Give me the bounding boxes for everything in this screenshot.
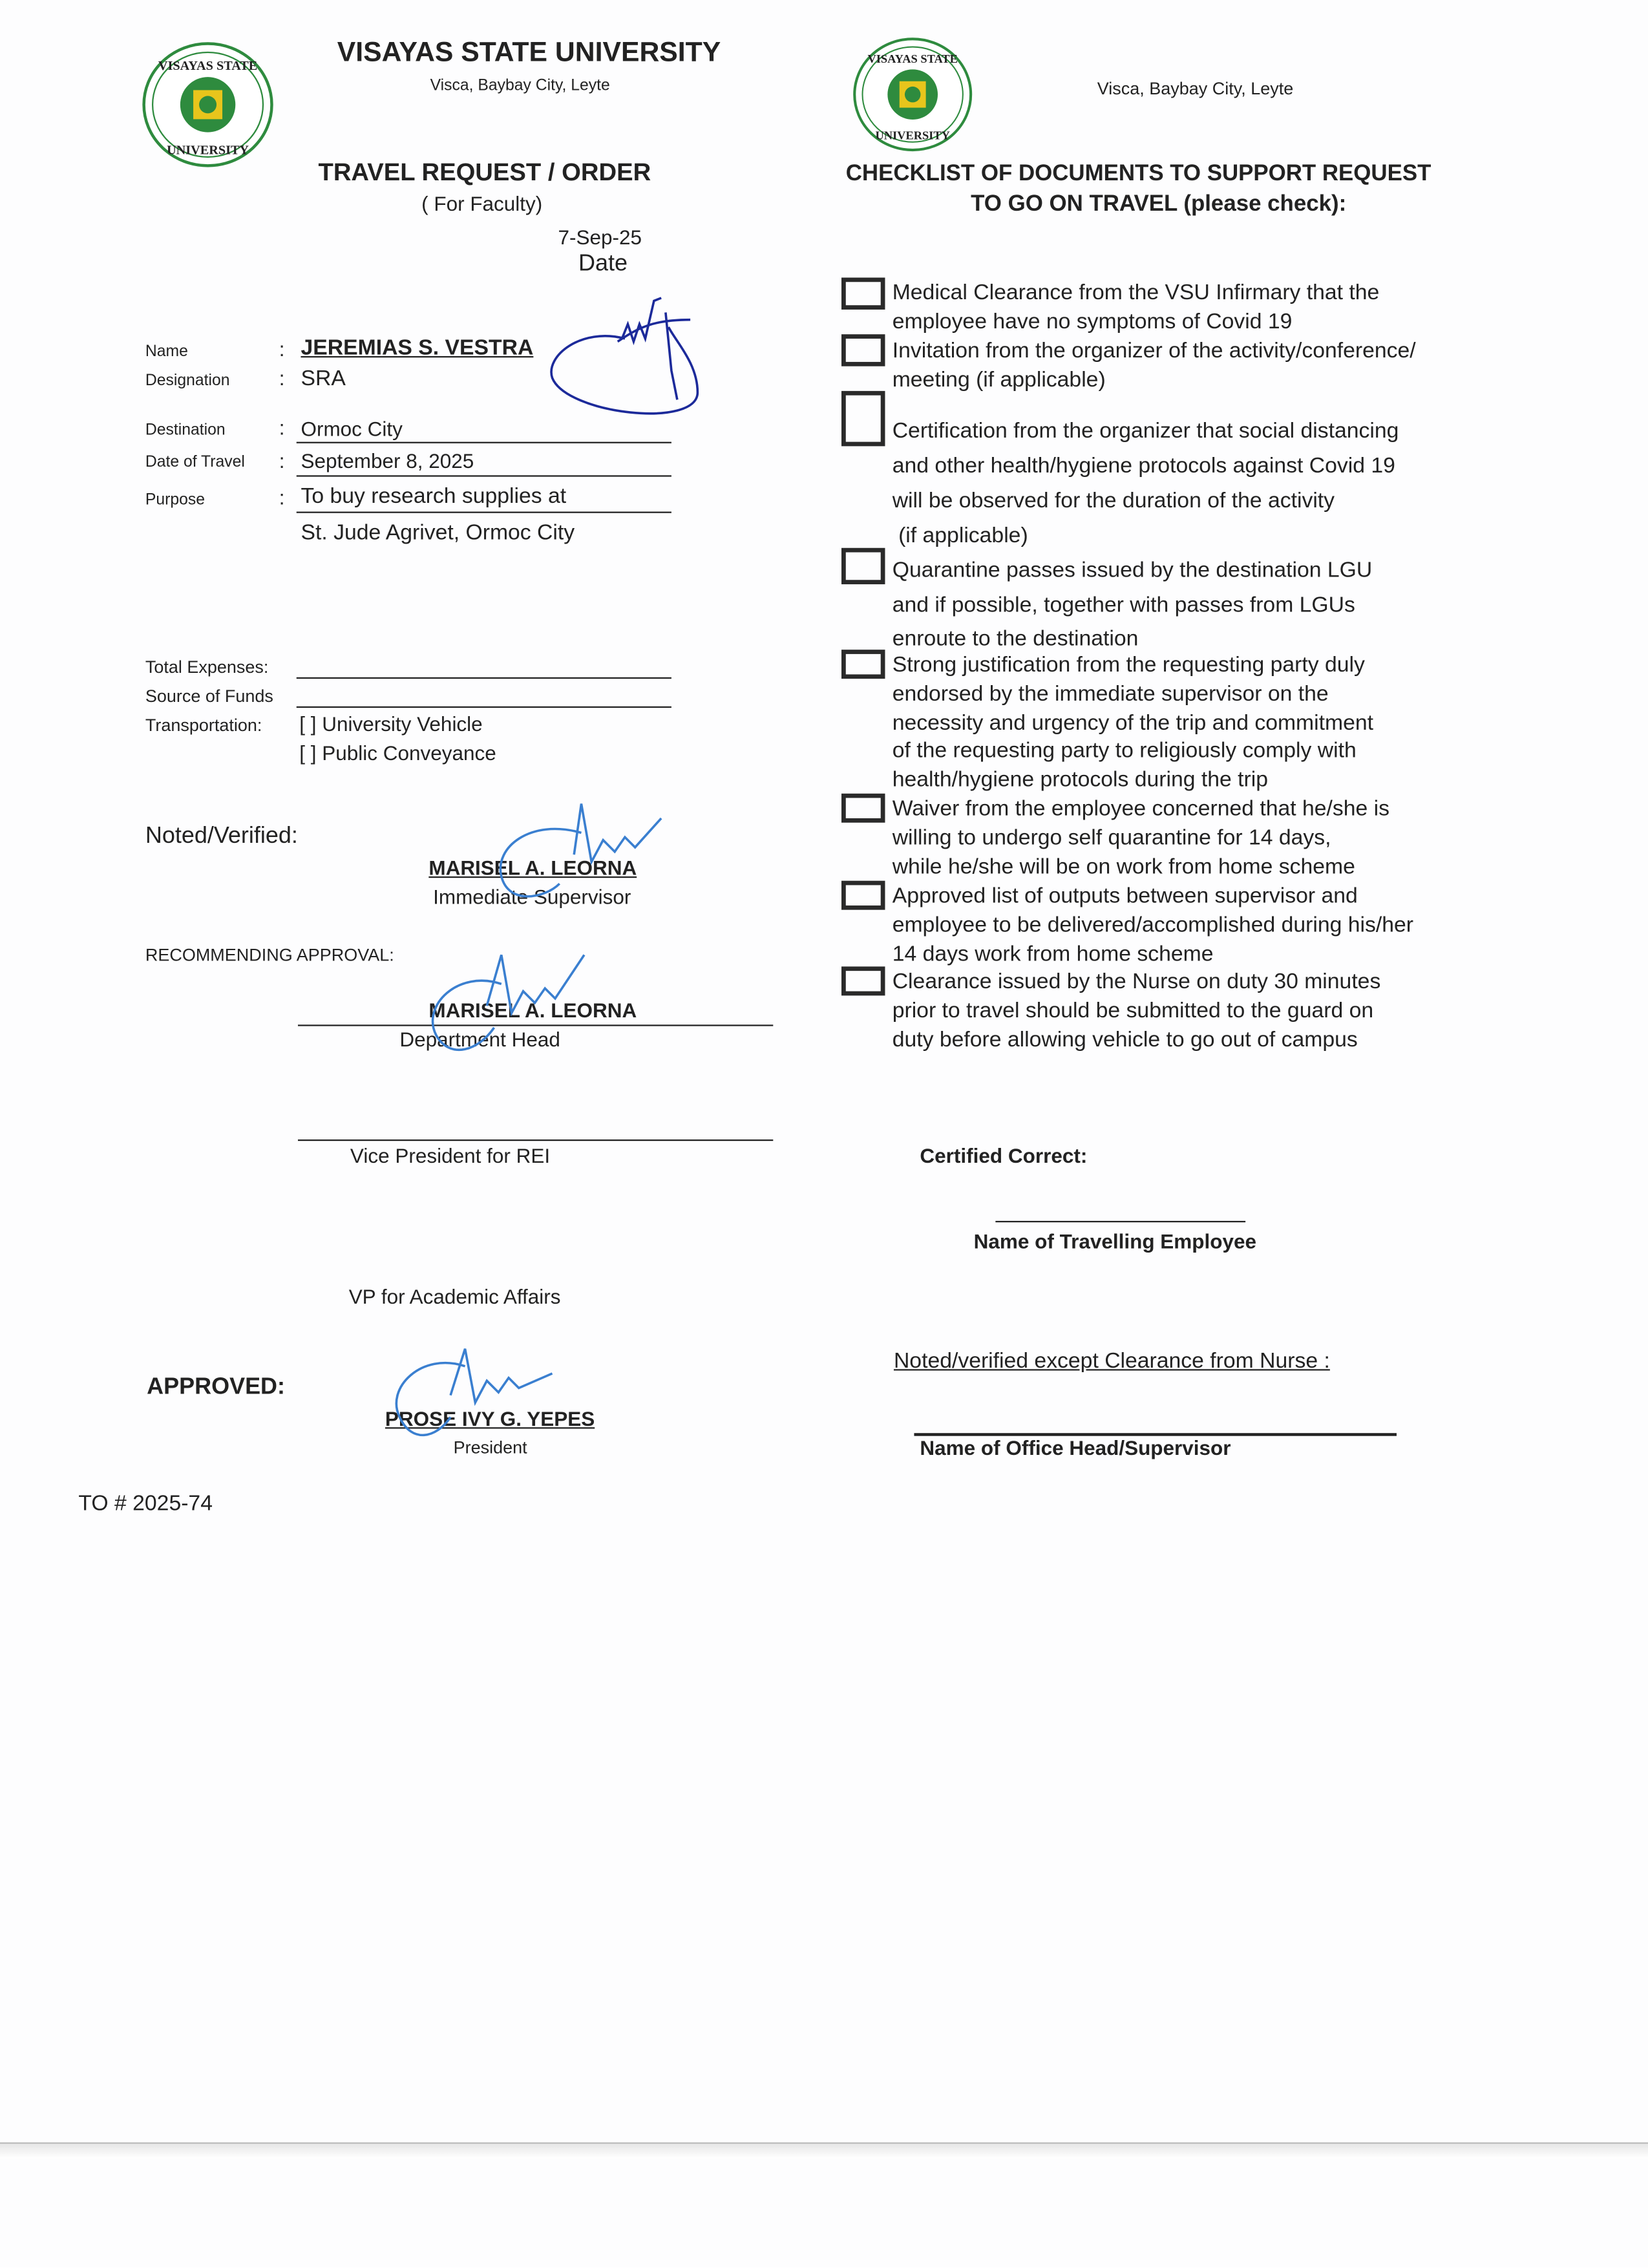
checkbox-strong-justification[interactable] (841, 650, 885, 679)
source-of-funds-line (297, 686, 671, 708)
checklist-item-waiver (893, 795, 1389, 882)
item-line: endorsed by the immediate supervisor on the (892, 681, 1329, 706)
date-of-travel-label: Date of Travel (145, 453, 245, 471)
supervisor-name: MARISEL A. LEORNA (428, 856, 637, 880)
form-title: TRAVEL REQUEST / ORDER (318, 158, 651, 186)
item-line: Quarantine passes issued by the destination LGU (892, 558, 1373, 583)
vp-rei-line (298, 1119, 773, 1141)
item-line: and other health/hygiene protocols against Covid 19 (892, 453, 1395, 478)
office-head-label: Name of Office Head/Supervisor (920, 1436, 1231, 1459)
checklist-item-certification (893, 414, 1399, 554)
checklist-item-quarantine-passes (893, 554, 1373, 657)
approved-label: APPROVED: (147, 1375, 286, 1400)
transportation-label: Transportation: (145, 715, 262, 736)
item-line: health/hygiene protocols during the trip (892, 767, 1269, 792)
destination-label: Destination (145, 421, 226, 440)
checkbox-invitation[interactable] (841, 334, 885, 366)
colon: : (279, 449, 285, 472)
item-line: necessity and urgency of the trip and commitment (892, 710, 1374, 735)
president-signature (385, 1344, 574, 1446)
colon: : (279, 366, 285, 390)
designation-label: Designation (145, 372, 230, 390)
supervisor-signature (487, 796, 675, 906)
noted-except-nurse-label: Noted/verified except Clearance from Nurse : (893, 1348, 1330, 1374)
colon: : (279, 485, 285, 509)
item-line: Invitation from the organizer of the activity/conference/ (892, 338, 1416, 364)
president-title: President (453, 1437, 527, 1458)
date-label: Date (578, 251, 628, 277)
item-line: Waiver from the employee concerned that he/she is (892, 796, 1390, 821)
total-expenses-label: Total Expenses: (145, 657, 269, 677)
checklist-item-invitation (893, 337, 1416, 395)
item-line: duty before allowing vehicle to go out of campus (892, 1026, 1358, 1052)
date-value: 7-Sep-25 (558, 225, 642, 249)
vp-rei-title: Vice President for REI (350, 1143, 551, 1167)
office-head-line (914, 1413, 1397, 1436)
department-head-name: MARISEL A. LEORNA (428, 998, 637, 1022)
item-line: will be observed for the duration of the activity (892, 488, 1335, 513)
checklist-item-strong-justification (893, 651, 1373, 795)
checklist-item-medical-clearance (893, 279, 1380, 337)
svg-text:VISAYAS STATE: VISAYAS STATE (158, 58, 258, 73)
transport-university-vehicle[interactable]: [ ] University Vehicle (299, 712, 483, 736)
purpose-label: Purpose (145, 491, 206, 509)
item-line: employee have no symptoms of Covid 19 (892, 309, 1293, 334)
university-name: VISAYAS STATE UNIVERSITY (337, 37, 721, 69)
travelling-employee-line (995, 1200, 1245, 1222)
checklist-title-2: TO GO ON TRAVEL (please check): (971, 191, 1347, 217)
supervisor-title: Immediate Supervisor (433, 885, 631, 909)
svg-text:UNIVERSITY: UNIVERSITY (875, 129, 950, 142)
checkbox-approved-outputs[interactable] (841, 881, 885, 910)
total-expenses-line (297, 657, 671, 679)
applicant-signature (538, 283, 712, 429)
checkbox-quarantine-passes[interactable] (841, 548, 885, 584)
department-head-title: Department Head (399, 1027, 560, 1051)
checklist-title-1: CHECKLIST OF DOCUMENTS TO SUPPORT REQUEST (845, 161, 1431, 186)
right-address: Visca, Baybay City, Leyte (1097, 78, 1294, 99)
checkbox-medical-clearance[interactable] (841, 278, 885, 310)
svg-text:VISAYAS STATE: VISAYAS STATE (867, 52, 958, 66)
item-line: Clearance issued by the Nurse on duty 30 minutes (892, 969, 1381, 995)
item-line: of the requesting party to religiously comply with (892, 739, 1357, 764)
travel-order-number: TO # 2025-74 (78, 1491, 213, 1516)
item-line: prior to travel should be submitted to the guard on (892, 998, 1374, 1023)
name-value: JEREMIAS S. VESTRA (301, 335, 534, 361)
destination-value: Ormoc City (301, 417, 403, 441)
colon: : (279, 337, 285, 361)
name-label: Name (145, 343, 188, 361)
checklist-item-approved-outputs (893, 882, 1413, 969)
purpose-line-2: St. Jude Agrivet, Ormoc City (301, 520, 575, 546)
date-of-travel-value: September 8, 2025 (301, 449, 474, 472)
item-line: Medical Clearance from the VSU Infirmary that the (892, 280, 1380, 306)
checkbox-certification[interactable] (841, 391, 885, 446)
designation-value: SRA (301, 366, 346, 391)
form-subtitle: ( For Faculty) (421, 191, 543, 215)
university-address: Visca, Baybay City, Leyte (430, 77, 610, 95)
item-line: meeting (if applicable) (892, 367, 1106, 392)
source-of-funds-label: Source of Funds (145, 686, 273, 706)
date-of-travel-line (297, 454, 671, 477)
destination-line (297, 420, 671, 443)
item-line: employee to be delivered/accomplished during his/her (892, 912, 1413, 937)
certified-correct-label: Certified Correct: (920, 1143, 1088, 1167)
travelling-employee-label: Name of Travelling Employee (973, 1229, 1257, 1253)
recommending-approval-label: RECOMMENDING APPROVAL: (145, 944, 394, 966)
item-line: while he/she will be on work from home scheme (892, 854, 1355, 879)
university-seal-right (850, 36, 975, 153)
checklist-item-nurse-clearance (893, 968, 1381, 1055)
university-seal-left (141, 41, 275, 169)
item-line: Approved list of outputs between supervisor and (892, 884, 1358, 909)
item-line: willing to undergo self quarantine for 14 days, (892, 825, 1331, 851)
colon: : (279, 416, 285, 440)
item-line: enroute to the destination (892, 626, 1139, 652)
department-head-signature (421, 948, 610, 1057)
transport-public-conveyance[interactable]: [ ] Public Conveyance (299, 741, 496, 765)
item-line: (if applicable) (892, 523, 1028, 548)
vp-academic-affairs-title: VP for Academic Affairs (348, 1284, 561, 1308)
item-line: Certification from the organizer that social distancing (892, 418, 1399, 443)
item-line: and if possible, together with passes from LGUs (892, 592, 1355, 617)
president-name: PROSE IVY G. YEPES (385, 1406, 595, 1430)
checkbox-waiver[interactable] (841, 794, 885, 823)
svg-text:UNIVERSITY: UNIVERSITY (167, 143, 249, 158)
item-line: 14 days work from home scheme (892, 941, 1214, 966)
purpose-line (297, 489, 671, 513)
item-line: Strong justification from the requesting party duly (892, 652, 1365, 677)
page-bottom-edge (0, 2143, 1648, 2159)
checkbox-nurse-clearance[interactable] (841, 966, 885, 995)
noted-verified-label: Noted/Verified: (145, 824, 298, 849)
purpose-line-1: To buy research supplies at (301, 483, 567, 509)
